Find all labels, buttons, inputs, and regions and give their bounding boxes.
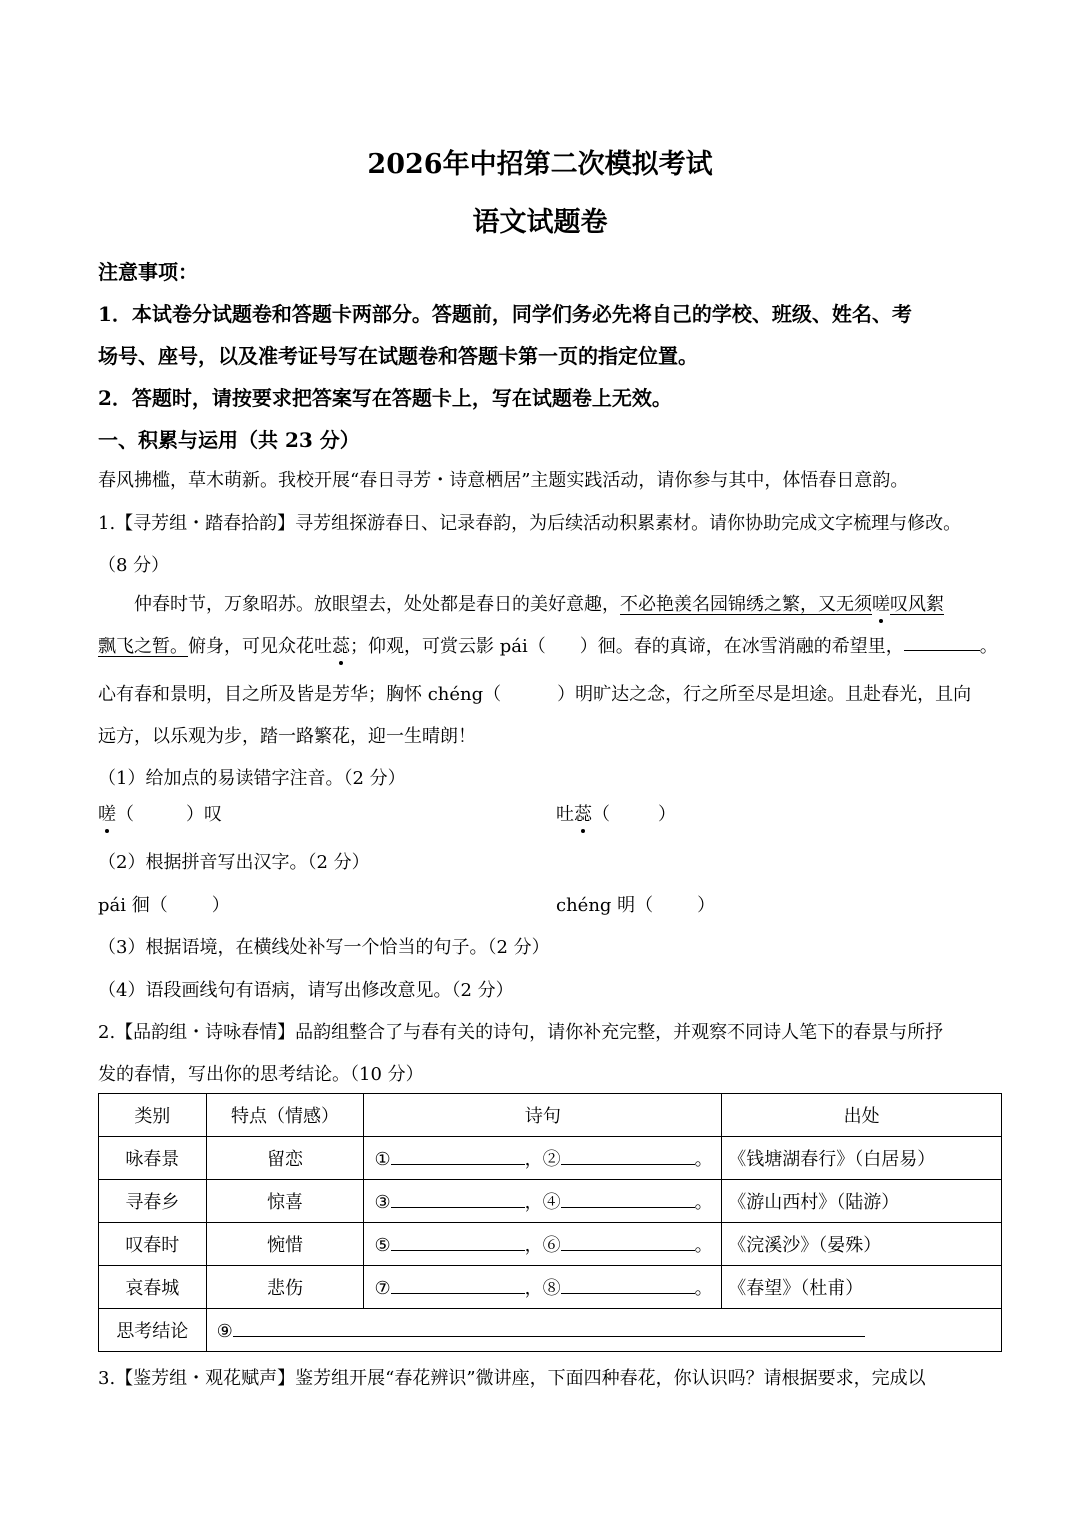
feeling-cell: 惋惜 [206,1223,364,1266]
category-cell: 咏春景 [99,1137,207,1180]
underlined-sentence-end: 飘飞之暂。 [98,636,188,657]
q1-sub-1-left: 嗟（ ）叹 [98,800,222,826]
q1-stem: 1.【寻芳组・踏春拾韵】寻芳组探游春日、记录春韵，为后续活动积累素材。请你协助完成文字梳理与修改。 [98,513,962,534]
q1-sub-3: （3）根据语境，在横线处补写一个恰当的句子。（2 分） [98,937,550,958]
category-cell: 寻春乡 [99,1180,207,1223]
conclusion-row [99,1309,1002,1352]
page-title: 2026年中招第二次模拟考试 [367,149,713,180]
conclusion-label: 思考结论 [99,1309,207,1352]
table-header-row [99,1094,1002,1137]
underlined-sentence: 不必艳羡名园锦绣之繁，又无须嗟叹风絮 [620,594,944,615]
table-row [99,1180,1002,1223]
poem-table [98,1093,1002,1352]
source-cell: 《游山西村》（陆游） [722,1180,1002,1223]
dotted-char-jie-answer: 嗟 [98,800,116,826]
notice-item-1b: 场号、座号，以及准考证号写在试题卷和答题卡第一页的指定位置。 [98,344,698,368]
table-header: 特点（情感） [206,1094,364,1137]
category-cell: 哀春城 [99,1266,207,1309]
poem-cell[interactable]: ③ ，④ 。 [364,1180,722,1223]
dotted-char-jie: 嗟 [872,590,890,616]
table-header: 类别 [99,1094,207,1137]
q3-stem: 3.【鉴芳组・观花赋声】鉴芳组开展“春花辨识”微讲座，下面四种春花，你认识吗？请根据要求，完成以 [98,1368,926,1389]
feeling-cell: 惊喜 [206,1180,364,1223]
conclusion-cell[interactable]: ⑨ [206,1309,1001,1352]
q1-sub-2-right: chéng 明（ ） [556,895,716,916]
q1-sub-2: （2）根据拼音写出汉字。（2 分） [98,852,370,873]
notice-item-2: 2．答题时，请按要求把答案写在答题卡上，写在试题卷上无效。 [98,386,672,410]
source-cell: 《春望》（杜甫） [722,1266,1002,1309]
passage-text: 仲春时节，万象昭苏。放眼望去，处处都是春日的美好意趣， [134,594,620,615]
table-header: 诗句 [364,1094,722,1137]
dotted-char-rui-answer: 蕊 [574,800,592,826]
q1-passage-line-1 [134,590,944,616]
category-cell: 叹春时 [99,1223,207,1266]
table-header: 出处 [722,1094,1002,1137]
notice-heading: 注意事项： [98,260,198,284]
poem-cell[interactable]: ⑦ ，⑧ 。 [364,1266,722,1309]
feeling-cell: 留恋 [206,1137,364,1180]
q2-stem: 2.【品韵组・诗咏春情】品韵组整合了与春有关的诗句，请你补充完整，并观察不同诗人笔下的春景与所抒 [98,1022,944,1043]
q1-sub-4: （4）语段画线句有语病，请写出修改意见。（2 分） [98,980,514,1001]
q1-passage-line-3: 心有春和景明，目之所及皆是芳华；胸怀 chéng（ ）明旷达之念，行之所至尽是坦途。且赴春光，且向 [98,684,972,705]
feeling-cell: 悲伤 [206,1266,364,1309]
page-subtitle: 语文试题卷 [472,207,608,238]
table-row [99,1266,1002,1309]
q2-stem-cont: 发的春情，写出你的思考结论。（10 分） [98,1064,424,1085]
q1-passage-line-2: 飘飞之暂。俯身，可见众花吐蕊；仰观，可赏云影 pái（ ）徊。春的真谛，在冰雪消融的希望里， 。 [98,632,998,658]
fill-blank-line[interactable] [904,649,980,651]
source-cell: 《浣溪沙》（晏殊） [722,1223,1002,1266]
notice-item-1a: 1．本试卷分试题卷和答题卡两部分。答题前，同学们务必先将自己的学校、班级、姓名、考 [98,302,912,326]
poem-cell[interactable]: ① ，② 。 [364,1137,722,1180]
q1-sub-1-right: 吐蕊（ ） [556,800,676,826]
q1-passage-line-4: 远方，以乐观为步，踏一路繁花，迎一生晴朗！ [98,726,476,747]
poem-cell[interactable]: ⑤ ，⑥ 。 [364,1223,722,1266]
table-row [99,1223,1002,1266]
section-1-heading: 一、积累与运用（共 23 分） [98,428,360,452]
source-cell: 《钱塘湖春行》（白居易） [722,1137,1002,1180]
dotted-char-rui: 蕊 [332,632,350,658]
section-1-intro: 春风拂槛，草木萌新。我校开展“春日寻芳・诗意栖居”主题实践活动，请你参与其中，体悟春日意韵。 [98,470,909,491]
q1-score: （8 分） [98,555,170,576]
table-row [99,1137,1002,1180]
q1-sub-1: （1）给加点的易读错字注音。（2 分） [98,768,406,789]
q1-sub-2-left: pái 徊（ ） [98,895,230,916]
